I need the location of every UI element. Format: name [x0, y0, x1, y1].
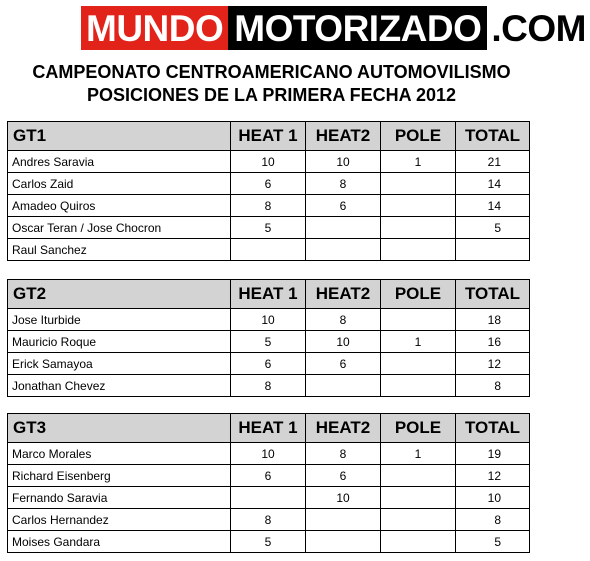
- column-header: HEAT2: [306, 280, 381, 309]
- total-points: [456, 239, 530, 261]
- total-points: 5: [456, 217, 530, 239]
- heat-points: 8: [306, 309, 381, 331]
- heat-points: 5: [231, 217, 306, 239]
- driver-name: Andres Saravia: [8, 151, 231, 173]
- heat-points: 8: [231, 375, 306, 397]
- pole-points: 1: [381, 443, 456, 465]
- driver-name: Moises Gandara: [8, 531, 231, 553]
- heat-points: 6: [306, 353, 381, 375]
- pole-points: [381, 217, 456, 239]
- pole-points: [381, 375, 456, 397]
- site-logo: [81, 6, 590, 50]
- pole-points: 1: [381, 331, 456, 353]
- heat-points: 10: [306, 487, 381, 509]
- table-row: [8, 309, 530, 331]
- total-points: 21: [456, 151, 530, 173]
- pole-points: [381, 173, 456, 195]
- total-points: 8: [456, 375, 530, 397]
- driver-name: Carlos Zaid: [8, 173, 231, 195]
- heat-points: [306, 509, 381, 531]
- heat-points: 10: [231, 443, 306, 465]
- total-points: 19: [456, 443, 530, 465]
- heat-points: 6: [306, 195, 381, 217]
- heat-points: [306, 531, 381, 553]
- heat-points: 6: [231, 465, 306, 487]
- total-points: 5: [456, 531, 530, 553]
- pole-points: [381, 531, 456, 553]
- driver-name: Erick Samayoa: [8, 353, 231, 375]
- pole-points: [381, 509, 456, 531]
- heat-points: 8: [231, 509, 306, 531]
- heat-points: [306, 217, 381, 239]
- class-header: GT3: [8, 414, 231, 443]
- heat-points: 5: [231, 331, 306, 353]
- heat-points: 6: [306, 465, 381, 487]
- pole-points: [381, 239, 456, 261]
- total-points: 12: [456, 353, 530, 375]
- total-points: 10: [456, 487, 530, 509]
- heat-points: 10: [306, 151, 381, 173]
- class-header: GT2: [8, 280, 231, 309]
- total-points: 18: [456, 309, 530, 331]
- results-table-gt2: [7, 279, 530, 397]
- pole-points: [381, 487, 456, 509]
- driver-name: Mauricio Roque: [8, 331, 231, 353]
- column-header: TOTAL: [456, 414, 530, 443]
- column-header: POLE: [381, 414, 456, 443]
- table-row: [8, 151, 530, 173]
- driver-name: Jonathan Chevez: [8, 375, 231, 397]
- results-table-gt1: [7, 121, 530, 261]
- column-header: HEAT 1: [231, 280, 306, 309]
- logo-motorizado: MOTORIZADO: [228, 6, 487, 50]
- column-header: POLE: [381, 280, 456, 309]
- heat-points: 8: [306, 443, 381, 465]
- column-header: HEAT2: [306, 414, 381, 443]
- heat-points: [231, 487, 306, 509]
- table-row: [8, 443, 530, 465]
- table-row: [8, 375, 530, 397]
- heat-points: 6: [231, 173, 306, 195]
- heat-points: [306, 239, 381, 261]
- table-row: [8, 239, 530, 261]
- column-header: TOTAL: [456, 122, 530, 151]
- table-row: [8, 195, 530, 217]
- driver-name: Marco Morales: [8, 443, 231, 465]
- column-header: HEAT 1: [231, 122, 306, 151]
- column-header: TOTAL: [456, 280, 530, 309]
- table-row: [8, 217, 530, 239]
- heat-points: 10: [231, 151, 306, 173]
- pole-points: [381, 309, 456, 331]
- total-points: 12: [456, 465, 530, 487]
- table-header-row: [8, 122, 530, 151]
- heat-points: 8: [306, 173, 381, 195]
- column-header: HEAT 1: [231, 414, 306, 443]
- results-table-gt3: [7, 413, 530, 553]
- table-row: [8, 353, 530, 375]
- total-points: 14: [456, 173, 530, 195]
- heat-points: 6: [231, 353, 306, 375]
- class-header: GT1: [8, 122, 231, 151]
- pole-points: [381, 465, 456, 487]
- table-row: [8, 531, 530, 553]
- total-points: 16: [456, 331, 530, 353]
- heat-points: 10: [306, 331, 381, 353]
- driver-name: Carlos Hernandez: [8, 509, 231, 531]
- heat-points: [306, 375, 381, 397]
- column-header: HEAT2: [306, 122, 381, 151]
- table-header-row: [8, 414, 530, 443]
- driver-name: Oscar Teran / Jose Chocron: [8, 217, 231, 239]
- driver-name: Jose Iturbide: [8, 309, 231, 331]
- page-title-line1: CAMPEONATO CENTROAMERICANO AUTOMOVILISMO: [32, 62, 511, 82]
- table-row: [8, 487, 530, 509]
- heat-points: 8: [231, 195, 306, 217]
- pole-points: [381, 353, 456, 375]
- driver-name: Richard Eisenberg: [8, 465, 231, 487]
- total-points: 14: [456, 195, 530, 217]
- table-row: [8, 173, 530, 195]
- logo-mundo: MUNDO: [81, 6, 228, 50]
- pole-points: [381, 195, 456, 217]
- driver-name: Fernando Saravia: [8, 487, 231, 509]
- logo-com: .COM: [487, 6, 590, 50]
- driver-name: Amadeo Quiros: [8, 195, 231, 217]
- page-title-line2: POSICIONES DE LA PRIMERA FECHA 2012: [86, 85, 457, 105]
- table-header-row: [8, 280, 530, 309]
- total-points: 8: [456, 509, 530, 531]
- heat-points: 10: [231, 309, 306, 331]
- table-row: [8, 331, 530, 353]
- heat-points: [231, 239, 306, 261]
- heat-points: 5: [231, 531, 306, 553]
- driver-name: Raul Sanchez: [8, 239, 231, 261]
- table-row: [8, 509, 530, 531]
- table-row: [8, 465, 530, 487]
- column-header: POLE: [381, 122, 456, 151]
- pole-points: 1: [381, 151, 456, 173]
